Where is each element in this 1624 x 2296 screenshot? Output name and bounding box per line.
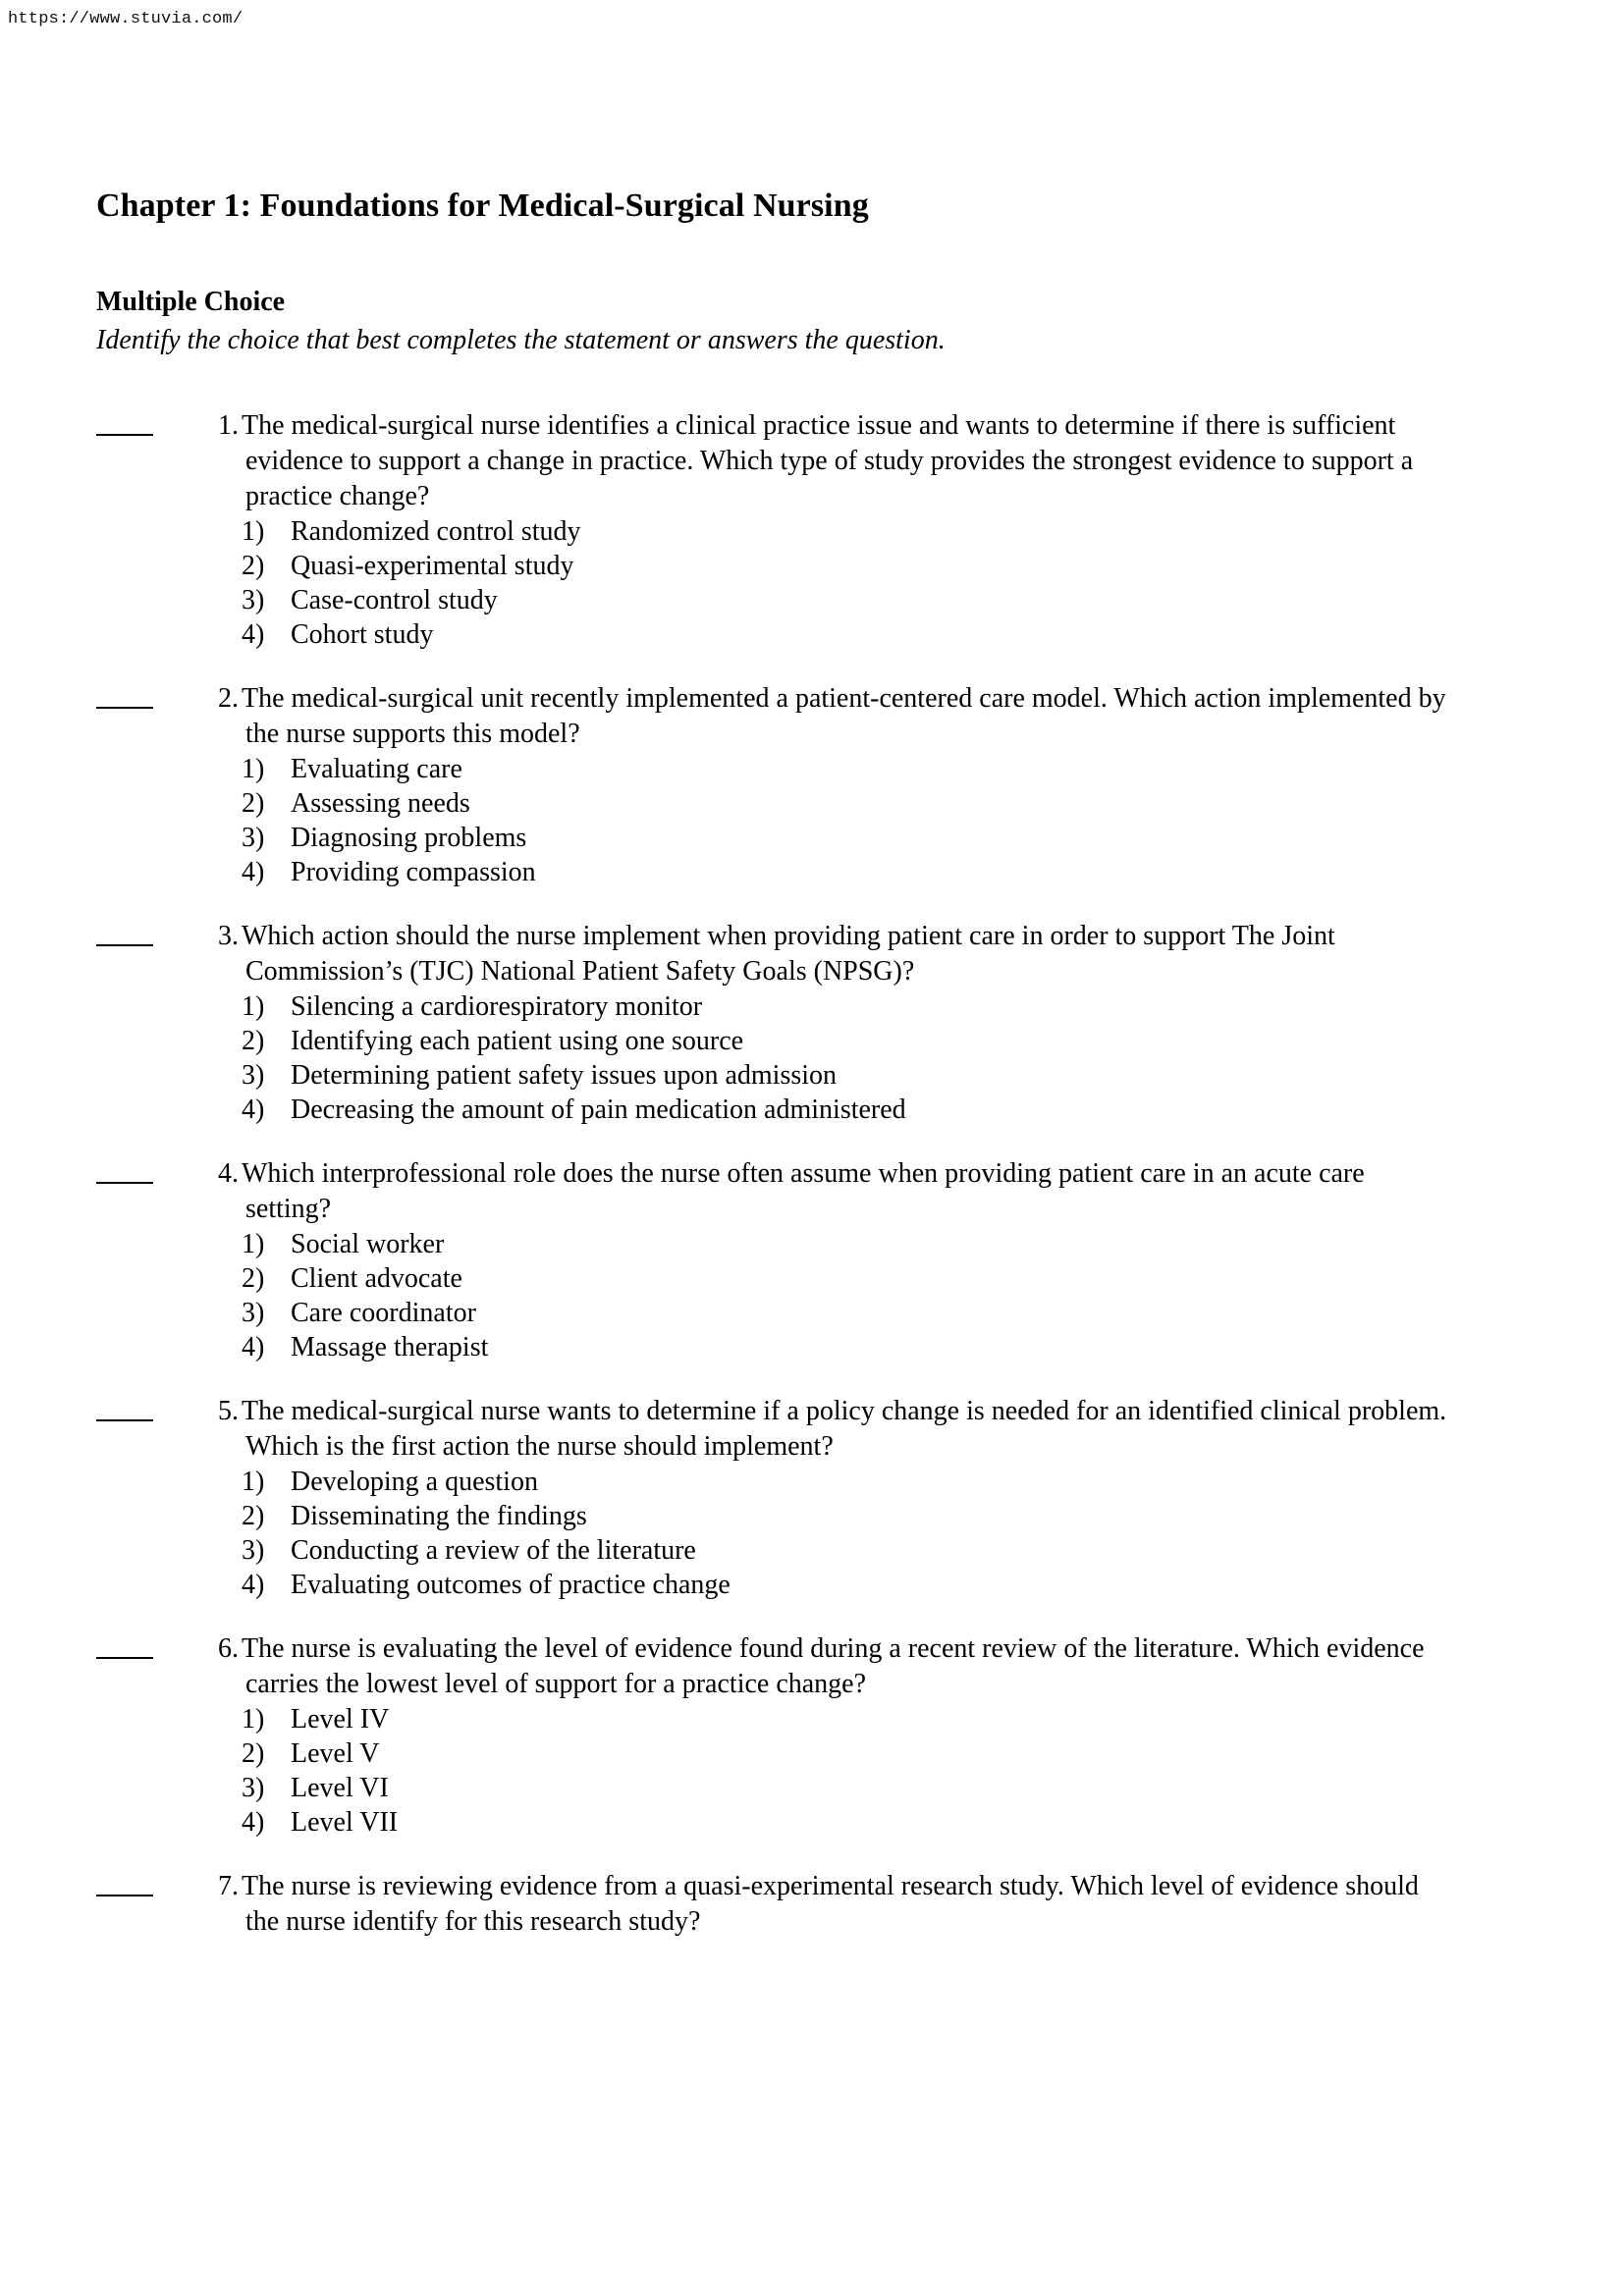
answer-option-label: Decreasing the amount of pain medication administered <box>291 1094 906 1125</box>
answer-option[interactable] <box>242 1771 1564 1805</box>
answer-option-list <box>242 1702 1564 1840</box>
answer-option[interactable] <box>242 1093 1564 1127</box>
answer-option-label: Cohort study <box>291 618 434 650</box>
question-number: 5. <box>218 1395 239 1426</box>
answer-option-number: 3) <box>242 1059 265 1091</box>
answer-option-number: 1) <box>242 753 265 784</box>
question-text-line: carries the lowest level of support for a practice change? <box>245 1668 867 1699</box>
answer-option-label: Identifying each patient using one source <box>291 1025 744 1056</box>
question-text-line: the nurse supports this model? <box>245 718 580 749</box>
question-text-line: Which interprofessional role does the nurse often assume when providing patient care in an acute care <box>242 1157 1365 1189</box>
answer-option-label: Social worker <box>291 1228 445 1259</box>
question-item <box>96 1156 1564 1364</box>
answer-option[interactable] <box>242 1024 1564 1058</box>
question-item <box>96 1631 1564 1840</box>
answer-option[interactable] <box>242 1261 1564 1296</box>
answer-option-number: 1) <box>242 1228 265 1259</box>
answer-option-number: 2) <box>242 550 265 581</box>
answer-option-number: 3) <box>242 1772 265 1803</box>
answer-option[interactable] <box>242 1702 1564 1736</box>
question-text-line: Commission’s (TJC) National Patient Safety Goals (NPSG)? <box>245 955 915 987</box>
answer-option-label: Assessing needs <box>291 787 470 819</box>
answer-option-label: Providing compassion <box>291 856 536 887</box>
answer-option[interactable] <box>242 1330 1564 1364</box>
answer-option[interactable] <box>242 549 1564 583</box>
question-item <box>96 1869 1564 1940</box>
answer-blank-line[interactable] <box>96 1182 153 1184</box>
question-text-line: practice change? <box>245 480 430 511</box>
question-text <box>242 408 1564 514</box>
question-list <box>96 408 1564 1940</box>
question-text-line: Which action should the nurse implement when providing patient care in order to support The Joint <box>242 920 1335 951</box>
answer-option-label: Randomized control study <box>291 515 581 547</box>
answer-option-list <box>242 989 1564 1127</box>
page-title: Chapter 1: Foundations for Medical-Surgical Nursing <box>96 187 869 224</box>
answer-option-number: 4) <box>242 618 265 650</box>
answer-option-list <box>242 1465 1564 1602</box>
section-instruction: Identify the choice that best completes the statement or answers the question. <box>96 324 946 355</box>
answer-option-number: 2) <box>242 1262 265 1294</box>
answer-option[interactable] <box>242 583 1564 617</box>
answer-option-number: 4) <box>242 856 265 887</box>
question-text-line: The medical-surgical nurse identifies a clinical practice issue and wants to determine if there is sufficient <box>242 409 1396 441</box>
answer-option[interactable] <box>242 752 1564 786</box>
answer-option-label: Massage therapist <box>291 1331 489 1362</box>
question-text-line: Which is the first action the nurse should implement? <box>245 1430 834 1462</box>
answer-option-label: Level IV <box>291 1703 390 1735</box>
answer-option[interactable] <box>242 855 1564 889</box>
answer-option-number: 1) <box>242 1703 265 1735</box>
question-number: 2. <box>218 682 239 714</box>
answer-option-label: Disseminating the findings <box>291 1500 587 1531</box>
answer-option[interactable] <box>242 617 1564 652</box>
question-text <box>242 1631 1564 1702</box>
question-text <box>242 1156 1564 1227</box>
answer-option-number: 3) <box>242 822 265 853</box>
answer-option[interactable] <box>242 1736 1564 1771</box>
answer-option-list <box>242 752 1564 889</box>
question-number: 3. <box>218 920 239 951</box>
answer-option[interactable] <box>242 1296 1564 1330</box>
answer-option-number: 1) <box>242 1466 265 1497</box>
answer-option-label: Case-control study <box>291 584 498 615</box>
answer-option-number: 2) <box>242 1737 265 1769</box>
question-text-line: the nurse identify for this research study? <box>245 1905 701 1937</box>
question-text-line: The medical-surgical nurse wants to determine if a policy change is needed for an identified clinical problem. <box>242 1395 1447 1426</box>
answer-option-number: 1) <box>242 990 265 1022</box>
answer-blank-line[interactable] <box>96 1895 153 1896</box>
answer-option[interactable] <box>242 1568 1564 1602</box>
answer-option[interactable] <box>242 1499 1564 1533</box>
answer-option-list <box>242 514 1564 652</box>
answer-blank-line[interactable] <box>96 707 153 709</box>
question-number: 7. <box>218 1870 239 1901</box>
question-text <box>242 1394 1564 1465</box>
answer-option-number: 1) <box>242 515 265 547</box>
multiple-choice-section-header <box>96 286 1564 357</box>
question-text <box>242 919 1564 989</box>
answer-option-label: Care coordinator <box>291 1297 476 1328</box>
answer-option-label: Determining patient safety issues upon admission <box>291 1059 838 1091</box>
answer-blank-line[interactable] <box>96 944 153 946</box>
answer-option-label: Developing a question <box>291 1466 538 1497</box>
answer-option-label: Silencing a cardiorespiratory monitor <box>291 990 703 1022</box>
question-text-line: setting? <box>245 1193 332 1224</box>
answer-option-number: 3) <box>242 584 265 615</box>
question-item <box>96 1394 1564 1602</box>
answer-option[interactable] <box>242 1058 1564 1093</box>
answer-option-label: Level VI <box>291 1772 389 1803</box>
answer-option-label: Level V <box>291 1737 380 1769</box>
answer-blank-line[interactable] <box>96 1657 153 1659</box>
document-content <box>96 187 1564 1969</box>
question-item <box>96 681 1564 889</box>
question-text <box>242 1869 1564 1940</box>
answer-option[interactable] <box>242 821 1564 855</box>
question-text-line: The medical-surgical unit recently implemented a patient-centered care model. Which action implemented by <box>242 682 1446 714</box>
question-number: 1. <box>218 409 239 441</box>
answer-option[interactable] <box>242 1805 1564 1840</box>
answer-option-number: 2) <box>242 787 265 819</box>
answer-option-number: 2) <box>242 1500 265 1531</box>
answer-blank-line[interactable] <box>96 434 153 436</box>
question-number: 4. <box>218 1157 239 1189</box>
answer-option[interactable] <box>242 1465 1564 1499</box>
answer-option-label: Quasi-experimental study <box>291 550 574 581</box>
answer-option-label: Level VII <box>291 1806 399 1838</box>
question-text-line: The nurse is reviewing evidence from a quasi-experimental research study. Which level of evidence should <box>242 1870 1419 1901</box>
answer-option-label: Evaluating care <box>291 753 462 784</box>
answer-option-number: 4) <box>242 1569 265 1600</box>
answer-option-list <box>242 1227 1564 1364</box>
question-text <box>242 681 1564 752</box>
answer-option[interactable] <box>242 1533 1564 1568</box>
question-number: 6. <box>218 1632 239 1664</box>
answer-option-number: 3) <box>242 1534 265 1566</box>
question-text-line: evidence to support a change in practice. Which type of study provides the strongest evidence to support a <box>245 445 1414 476</box>
answer-option-number: 4) <box>242 1094 265 1125</box>
answer-option-label: Client advocate <box>291 1262 462 1294</box>
answer-option[interactable] <box>242 514 1564 549</box>
question-item <box>96 408 1564 652</box>
answer-option-number: 4) <box>242 1331 265 1362</box>
answer-option[interactable] <box>242 786 1564 821</box>
answer-option-label: Evaluating outcomes of practice change <box>291 1569 731 1600</box>
answer-option-number: 3) <box>242 1297 265 1328</box>
question-item <box>96 919 1564 1127</box>
question-text-line: The nurse is evaluating the level of evidence found during a recent review of the literature. Which evidence <box>242 1632 1425 1664</box>
answer-option-number: 2) <box>242 1025 265 1056</box>
answer-blank-line[interactable] <box>96 1419 153 1421</box>
answer-option-label: Diagnosing problems <box>291 822 527 853</box>
answer-option[interactable] <box>242 1227 1564 1261</box>
section-heading: Multiple Choice <box>96 287 286 318</box>
answer-option[interactable] <box>242 989 1564 1024</box>
answer-option-number: 4) <box>242 1806 265 1838</box>
source-url-watermark: https://www.stuvia.com/ <box>8 10 244 28</box>
answer-option-label: Conducting a review of the literature <box>291 1534 696 1566</box>
